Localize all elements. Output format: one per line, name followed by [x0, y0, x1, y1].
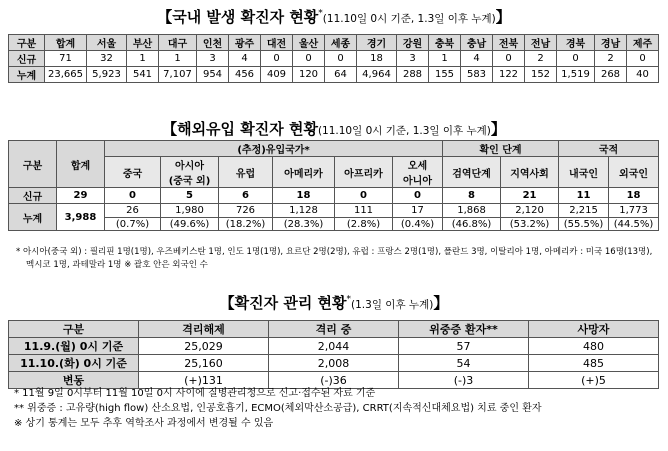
overseas-subheader-quarantine: 검역단계 — [443, 157, 501, 188]
overseas-new-total: 29 — [57, 188, 105, 204]
domestic-cell: 1,519 — [557, 67, 595, 83]
overseas-new-cell: 0 — [105, 188, 161, 204]
domestic-cell: 40 — [627, 67, 659, 83]
management-header-cell: 격리해제 — [139, 321, 269, 338]
domestic-row-label: 신규 — [9, 51, 45, 67]
domestic-header-cell: 강원 — [397, 35, 429, 51]
domestic-cell: 7,107 — [159, 67, 197, 83]
domestic-cell: 155 — [429, 67, 461, 83]
domestic-header-cell: 울산 — [293, 35, 325, 51]
domestic-cell: 32 — [87, 51, 127, 67]
management-cell: 57 — [399, 338, 529, 355]
domestic-cell: 541 — [127, 67, 159, 83]
overseas-cum-cell: 2,120 — [501, 204, 559, 218]
domestic-cell: 1 — [159, 51, 197, 67]
domestic-cell: 23,665 — [45, 67, 87, 83]
section1-title — [0, 6, 668, 27]
overseas-footnote-1: * 아시아(중국 외) : 필리핀 1명(1명), 우즈베키스탄 1명, 인도 1명(1명), 요르단 2명(2명), 유럽 : 프랑스 2명(1명), 폴란드 3명, 이탈리아 1명, 아메리카 : 미국 16명(13명), — [16, 247, 653, 257]
overseas-cum-cell: 26 — [105, 204, 161, 218]
management-header-cell: 격리 중 — [269, 321, 399, 338]
overseas-header-region: (추정)유입국가* — [105, 141, 443, 157]
management-cell: 480 — [529, 338, 659, 355]
overseas-new-cell: 5 — [161, 188, 219, 204]
management-cell: 2,008 — [269, 355, 399, 372]
domestic-header-cell: 충북 — [429, 35, 461, 51]
domestic-cell: 71 — [45, 51, 87, 67]
management-cell: 25,029 — [139, 338, 269, 355]
domestic-cell: 0 — [493, 51, 525, 67]
overseas-pct-cell: (0.7%) — [105, 218, 161, 231]
overseas-subheader-africa: 아프리카 — [335, 157, 393, 188]
overseas-subheader-korean: 내국인 — [559, 157, 609, 188]
overseas-subheader-foreigner: 외국인 — [609, 157, 659, 188]
management-cell: (+)131 — [139, 372, 269, 389]
domestic-cell: 456 — [229, 67, 261, 83]
overseas-cum-total: 3,988 — [57, 204, 105, 231]
management-note-1: * 11월 9일 0시부터 11월 10일 0시 사이에 질병관리청으로 신고·접수된 자료 기준 — [14, 388, 376, 399]
management-row-label: 변동 — [9, 372, 139, 389]
domestic-header-cell: 제주 — [627, 35, 659, 51]
overseas-footnote-2: 멕시코 1명, 과테말라 1명 ※ 괄호 안은 외국인 수 — [26, 260, 208, 270]
domestic-cell: 0 — [627, 51, 659, 67]
management-row-label: 11.9.(월) 0시 기준 — [9, 338, 139, 355]
overseas-cum-cell: 111 — [335, 204, 393, 218]
domestic-header-cell: 전남 — [525, 35, 557, 51]
overseas-pct-cell: (0.4%) — [393, 218, 443, 231]
domestic-cell: 2 — [595, 51, 627, 67]
section1-title-close: 】 — [495, 8, 511, 26]
asia-line1: 아시아 — [175, 161, 204, 172]
overseas-header-gubun: 구분 — [9, 141, 57, 188]
domestic-header-cell: 경남 — [595, 35, 627, 51]
overseas-row-cum — [9, 204, 659, 218]
domestic-header-cell: 경북 — [557, 35, 595, 51]
domestic-cell: 5,923 — [87, 67, 127, 83]
management-row-label: 11.10.(화) 0시 기준 — [9, 355, 139, 372]
asia-line2: (중국 외) — [168, 176, 211, 187]
domestic-cell: 288 — [397, 67, 429, 83]
domestic-cell: 583 — [461, 67, 493, 83]
section2-title-main: 【해외유입 확진자 현황 — [162, 120, 318, 138]
management-note-3: ※ 상기 통계는 모두 추후 역학조사 과정에서 변경될 수 있음 — [14, 418, 274, 429]
domestic-cell: 954 — [197, 67, 229, 83]
overseas-new-cell: 18 — [273, 188, 335, 204]
overseas-subheader-america: 아메리카 — [273, 157, 335, 188]
overseas-pct-cell: (49.6%) — [161, 218, 219, 231]
section3-title-star: * — [346, 294, 352, 305]
overseas-cum-cell: 1,128 — [273, 204, 335, 218]
domestic-header-cell: 세종 — [325, 35, 357, 51]
domestic-cell: 0 — [557, 51, 595, 67]
domestic-row — [9, 67, 659, 83]
oceania-line1: 오세 — [407, 161, 428, 172]
section2-title-close: 】 — [490, 120, 506, 138]
overseas-pct-cell: (2.8%) — [335, 218, 393, 231]
domestic-cell: 64 — [325, 67, 357, 83]
overseas-pct-cell: (28.3%) — [273, 218, 335, 231]
overseas-cum-cell: 17 — [393, 204, 443, 218]
overseas-header-nationality: 국적 — [559, 141, 659, 157]
domestic-cell: 0 — [325, 51, 357, 67]
overseas-subheader-community: 지역사회 — [501, 157, 559, 188]
domestic-header-cell: 경기 — [357, 35, 397, 51]
management-cell: 2,044 — [269, 338, 399, 355]
overseas-row-pct — [9, 218, 659, 231]
overseas-subheader-europe: 유럽 — [219, 157, 273, 188]
overseas-new-cell: 6 — [219, 188, 273, 204]
overseas-subheader-oceania — [393, 157, 443, 188]
overseas-header-confirm-stage: 확인 단계 — [443, 141, 559, 157]
management-cell: (+)5 — [529, 372, 659, 389]
overseas-row-label: 신규 — [9, 188, 57, 204]
overseas-new-cell: 18 — [609, 188, 659, 204]
management-cell: 485 — [529, 355, 659, 372]
overseas-cum-cell: 1,980 — [161, 204, 219, 218]
domestic-cell: 4 — [461, 51, 493, 67]
domestic-cell: 0 — [261, 51, 293, 67]
management-row — [9, 338, 659, 355]
management-header-cell: 사망자 — [529, 321, 659, 338]
overseas-new-cell: 0 — [393, 188, 443, 204]
section3-title — [0, 292, 668, 313]
overseas-pct-cell: (55.5%) — [559, 218, 609, 231]
domestic-header-cell: 광주 — [229, 35, 261, 51]
domestic-cell: 4 — [229, 51, 261, 67]
domestic-cell: 0 — [293, 51, 325, 67]
overseas-new-cell: 11 — [559, 188, 609, 204]
domestic-cell: 1 — [429, 51, 461, 67]
section3-title-close: 】 — [433, 294, 449, 312]
domestic-row — [9, 51, 659, 67]
domestic-cell: 409 — [261, 67, 293, 83]
section1-subtitle: (11.10일 0시 기준, 1.3일 이후 누계) — [322, 13, 496, 25]
domestic-header-cell: 대구 — [159, 35, 197, 51]
section1-title-main: 【국내 발생 확진자 현황 — [157, 8, 319, 26]
domestic-header-cell: 부산 — [127, 35, 159, 51]
overseas-pct-cell: (44.5%) — [609, 218, 659, 231]
domestic-row-label: 누계 — [9, 67, 45, 83]
section2-subtitle: (11.10일 0시 기준, 1.3일 이후 누계) — [317, 125, 491, 137]
management-row — [9, 355, 659, 372]
overseas-cum-cell: 1,868 — [443, 204, 501, 218]
domestic-header-cell: 전북 — [493, 35, 525, 51]
case-management-table — [8, 320, 659, 389]
overseas-pct-cell: (18.2%) — [219, 218, 273, 231]
overseas-cum-cell: 726 — [219, 204, 273, 218]
management-cell: 25,160 — [139, 355, 269, 372]
section2-title — [0, 118, 668, 139]
management-cell: (-)3 — [399, 372, 529, 389]
management-header-cell: 구분 — [9, 321, 139, 338]
overseas-subheader-china: 중국 — [105, 157, 161, 188]
domestic-cell: 2 — [525, 51, 557, 67]
domestic-header-cell: 서울 — [87, 35, 127, 51]
overseas-new-cell: 0 — [335, 188, 393, 204]
overseas-cum-cell: 2,215 — [559, 204, 609, 218]
section3-subtitle: (1.3일 이후 누계) — [351, 299, 434, 311]
overseas-subheader-asia — [161, 157, 219, 188]
domestic-header-cell: 인천 — [197, 35, 229, 51]
overseas-pct-cell: (46.8%) — [443, 218, 501, 231]
domestic-cell: 18 — [357, 51, 397, 67]
management-cell: (-)36 — [269, 372, 399, 389]
overseas-new-cell: 21 — [501, 188, 559, 204]
domestic-cell: 120 — [293, 67, 325, 83]
management-row — [9, 372, 659, 389]
domestic-cell: 1 — [127, 51, 159, 67]
domestic-cell: 3 — [197, 51, 229, 67]
management-header-cell: 위중증 환자** — [399, 321, 529, 338]
domestic-cell: 152 — [525, 67, 557, 83]
domestic-cell: 4,964 — [357, 67, 397, 83]
section1-title-star: * — [318, 8, 323, 19]
domestic-header-cell: 합계 — [45, 35, 87, 51]
domestic-cell: 122 — [493, 67, 525, 83]
domestic-cases-table — [8, 34, 659, 83]
management-note-2: ** 위중증 : 고유량(high flow) 산소요법, 인공호흡기, ECMO(체외막산소공급), CRRT(지속적신대체요법) 치료 중인 환자 — [14, 403, 542, 414]
overseas-cases-table — [8, 140, 659, 231]
management-cell: 54 — [399, 355, 529, 372]
overseas-row-new — [9, 188, 659, 204]
domestic-cell: 268 — [595, 67, 627, 83]
overseas-pct-cell: (53.2%) — [501, 218, 559, 231]
domestic-header-cell: 대전 — [261, 35, 293, 51]
section3-title-main: 【확진자 관리 현황 — [219, 294, 347, 312]
overseas-header-total: 합계 — [57, 141, 105, 188]
overseas-cum-cell: 1,773 — [609, 204, 659, 218]
overseas-row-label: 누계 — [9, 204, 57, 231]
domestic-cell: 3 — [397, 51, 429, 67]
overseas-new-cell: 8 — [443, 188, 501, 204]
oceania-line2: 아니아 — [403, 176, 432, 187]
domestic-header-cell: 충남 — [461, 35, 493, 51]
domestic-header-cell: 구분 — [9, 35, 45, 51]
